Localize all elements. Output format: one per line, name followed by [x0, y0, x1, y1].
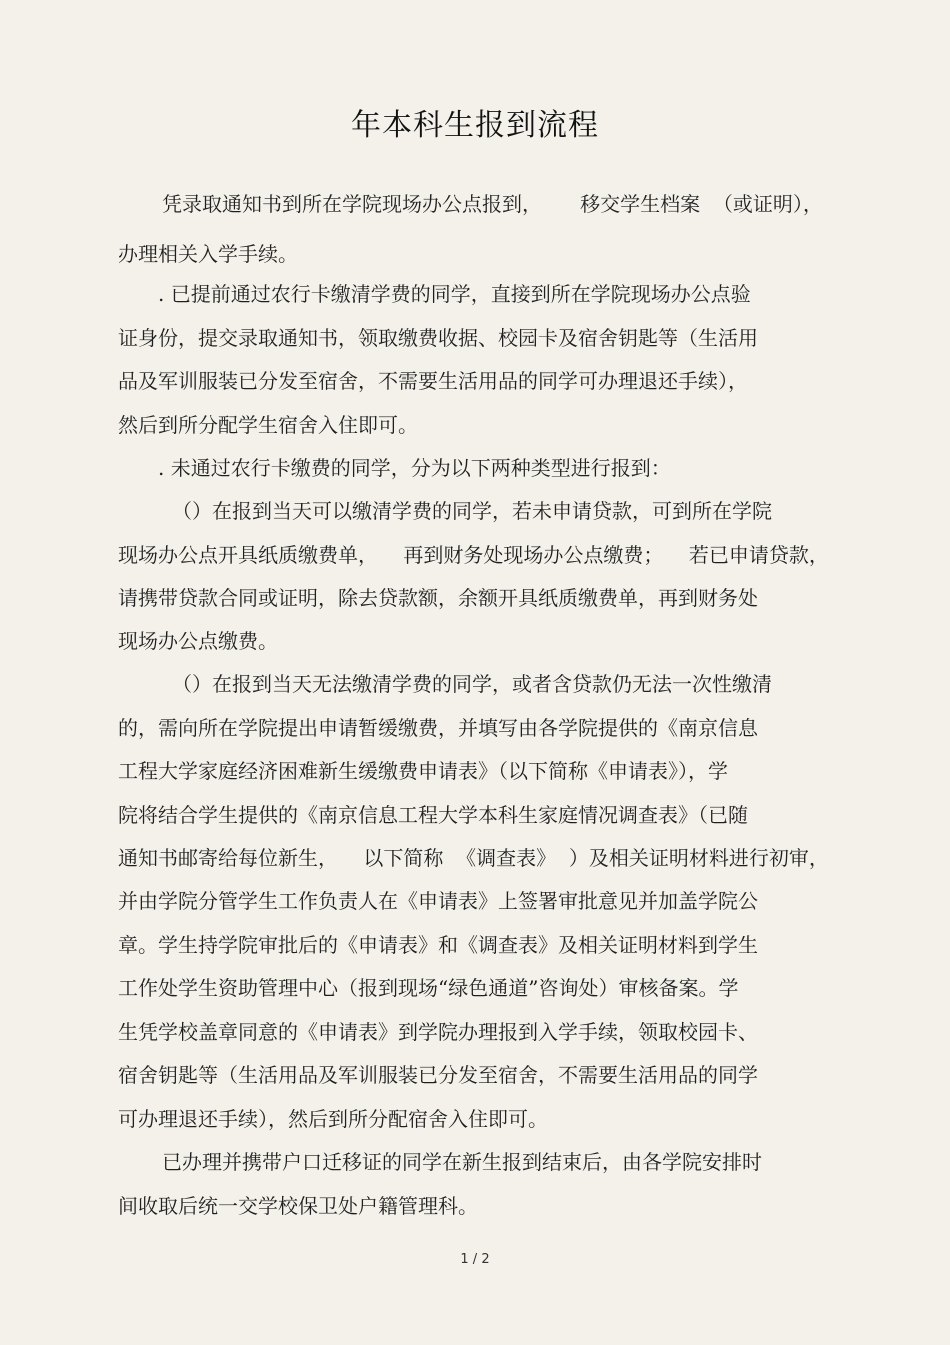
paragraph-line: 章。学生持学院审批后的《申请表》和《调查表》及相关证明材料到学生 — [118, 933, 758, 957]
paragraph-line: 院将结合学生提供的《南京信息工程大学本科生家庭情况调查表》（已随 — [118, 803, 748, 827]
paragraph-line: 并由学院分管学生工作负责人在《申请表》上签署审批意见并加盖学院公 — [118, 889, 758, 913]
paragraph-line: 通知书邮寄给每位新生， 以下简称 《调查表》 ）及相关证明材料进行初审， — [118, 846, 829, 870]
paragraph-line: 宿舍钥匙等（生活用品及军训服装已分发至宿舍，不需要生活用品的同学 — [118, 1063, 758, 1087]
paragraph-line: 可办理退还手续），然后到所分配宿舍入住即可。 — [118, 1107, 548, 1131]
paragraph-line: 凭录取通知书到所在学院现场办公点报到， 移交学生档案 （或证明）， — [162, 192, 823, 216]
paragraph-line: （）在报到当天可以缴清学费的同学，若未申请贷款，可到所在学院 — [172, 499, 772, 523]
paragraph-line: 证身份，提交录取通知书，领取缴费收据、校园卡及宿舍钥匙等（生活用 — [118, 326, 758, 350]
paragraph-line: 工程大学家庭经济困难新生缓缴费申请表》（以下简称《申请表》），学 — [118, 759, 728, 783]
paragraph-line: 现场办公点缴费。 — [118, 629, 278, 653]
paragraph-line: . 已提前通过农行卡缴清学费的同学，直接到所在学院现场办公点验 — [158, 282, 751, 306]
paragraph-line: 的，需向所在学院提出申请暂缓缴费，并填写由各学院提供的《南京信息 — [118, 716, 758, 740]
paragraph-line: 请携带贷款合同或证明，除去贷款额，余额开具纸质缴费单，再到财务处 — [118, 586, 758, 610]
paragraph-line: 办理相关入学手续。 — [118, 242, 298, 266]
page-title: 年本科生报到流程 — [351, 108, 599, 143]
paragraph-line: 间收取后统一交学校保卫处户籍管理科。 — [118, 1194, 478, 1218]
paragraph-line: （）在报到当天无法缴清学费的同学，或者含贷款仍无法一次性缴清 — [172, 672, 772, 696]
paragraph-line: 现场办公点开具纸质缴费单， 再到财务处现场办公点缴费； 若已申请贷款， — [118, 543, 829, 567]
paragraph-line: 生凭学校盖章同意的《申请表》到学院办理报到入学手续，领取校园卡、 — [118, 1020, 758, 1044]
paragraph-line: 已办理并携带户口迁移证的同学在新生报到结束后，由各学院安排时 — [162, 1150, 762, 1174]
paragraph-line: 工作处学生资助管理中心（报到现场“绿色通道”咨询处）审核备案。学 — [118, 976, 739, 1000]
paragraph-line: 品及军训服装已分发至宿舍，不需要生活用品的同学可办理退还手续）， — [118, 369, 748, 393]
paragraph-line: 然后到所分配学生宿舍入住即可。 — [118, 413, 418, 437]
page-number: 1 / 2 — [460, 1252, 490, 1267]
paragraph-line: . 未通过农行卡缴费的同学，分为以下两种类型进行报到： — [158, 456, 671, 480]
